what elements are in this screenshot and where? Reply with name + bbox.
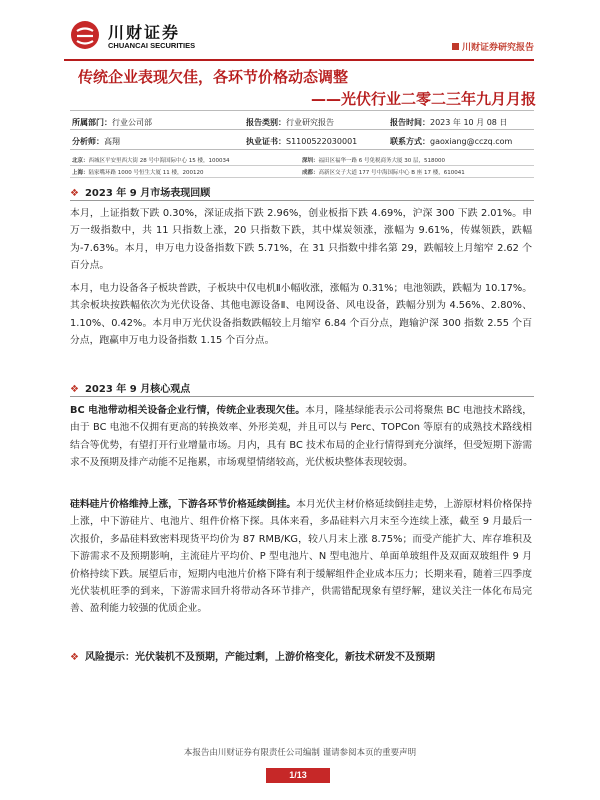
address-row-2	[70, 166, 534, 178]
address-row-1	[70, 154, 534, 166]
core-view-2-headline: 硅料硅片价格维持上涨，下游各环节价格延续倒挂。	[70, 499, 297, 510]
shanghai-address: 陆家嘴环路 1000 号恒生大厦 11 楼，200120	[88, 170, 204, 176]
beijing-address: 西城区平安里西大街 28 号中海国际中心 15 楼，100034	[88, 158, 230, 164]
info-row-2	[70, 130, 534, 150]
dept-label: 所属部门：	[72, 118, 112, 127]
report-subtitle: ——光伏行业二零二三年九月月报	[310, 90, 536, 108]
section-heading-core-views	[70, 380, 190, 395]
contact-label: 联系方式：	[390, 137, 430, 146]
chengdu-label: 成都：	[302, 170, 319, 176]
shenzhen-address: 福田区福华一路 6 号免税商务大厦 30 层，518000	[318, 158, 446, 164]
info-row-1	[70, 110, 534, 130]
company-logo	[64, 16, 244, 56]
page-number: 1/13	[266, 768, 330, 783]
analyst-value: 高翔	[104, 137, 120, 146]
dept-value: 行业公司部	[112, 118, 152, 127]
header-divider	[64, 59, 534, 61]
section2-divider	[70, 396, 534, 397]
report-info-table	[70, 110, 534, 150]
analyst-label: 分析师：	[72, 137, 104, 146]
risk-text: 光伏装机不及预期，产能过剩，上游价格变化，新技术研发不及预期	[134, 652, 435, 663]
logo-chinese-name: 川财证券	[108, 23, 181, 42]
market-review-paragraph-2: 本月，电力设备各子板块普跌，子板块中仅电机Ⅱ小幅收涨，涨幅为 0.31%；电池领跌，跌幅为 10.17%。其余板块按跌幅依次为光伏设备、其他电源设备Ⅱ、电网设备、风电设备，跌幅分别为 4.56%、2.80%、1.10%、0.42%。本月申万光伏设备指数跌幅较上月缩窄 6.84 个百分点，跑输沪深 300 指数 2.55 个百分点，跑赢申万电力设备指数 1.15 个百分点。	[70, 283, 532, 347]
diamond-bullet-icon: ❖	[70, 384, 79, 395]
core-view-paragraph-2	[70, 496, 532, 618]
core-view-1-headline: BC 电池带动相关设备企业行情，传统企业表现欠佳。	[70, 405, 306, 416]
risk-label: 风险提示：	[84, 652, 135, 663]
type-label: 报告类别：	[246, 118, 286, 127]
shenzhen-label: 深圳：	[302, 158, 319, 164]
section1-title: 2023 年 9 月市场表现回顾	[84, 188, 211, 199]
type-value: 行业研究报告	[286, 118, 334, 127]
cert-value: S1100522030001	[286, 137, 358, 146]
contact-email[interactable]: gaoxiang@cczq.com	[430, 137, 513, 146]
section2-title: 2023 年 9 月核心观点	[84, 384, 191, 395]
risk-warning	[70, 648, 534, 663]
time-value: 2023 年 10 月 08 日	[430, 118, 508, 127]
core-view-2-body: 本月光伏主材价格延续倒挂走势，上游原材料价格保持上涨，中下游硅片、电池片、组件价格下探。具体来看，多晶硅料六月末至今连续上涨，截至 9 月最后一次报价，多晶硅料致密料现货平均价为 87 RMB/KG，较八月末上涨 8.75%；而受产能扩大、库存堆积及下游需求不及预期影响，主流硅片平均价、P 型电池片、N 型电池片、单面单玻组件及双面双玻组件 9 月价格持续下跌。展望后市，短期内电池片价格下降有利于缓解组件企业成本压力；长期来看，随着三四季度光伏装机旺季的到来，下游需求回升将带动各环节排产，供需错配现象有望纾解，建议关注一体化布局完善、盈利能力较强的优质企业。	[70, 499, 533, 615]
logo-english-name: CHUANCAI SECURITIES	[108, 41, 196, 50]
cert-label: 执业证书：	[246, 137, 286, 146]
diamond-bullet-icon: ❖	[70, 652, 79, 663]
page-header	[64, 16, 534, 56]
shanghai-label: 上海：	[72, 170, 89, 176]
core-view-1-body: 本月，隆基绿能表示公司将聚焦 BC 电池技术路线，由于 BC 电池不仅拥有更高的转换效率、外形美观，并且可以与 Perc、TOPCon 等原有的成熟技术路线相结合等优势，有望打开行业增量市场。月内，具有 BC 技术布局的企业行情得到充分演绎，但受短期下游需求不及预期及排产动能不足拖累，市场观望情绪较高，光伏板块整体表现较弱。	[70, 405, 532, 469]
square-bullet-icon	[452, 43, 459, 50]
footer-disclaimer: 本报告由川财证券有限责任公司编制 谨请参阅本页的重要声明	[183, 748, 417, 758]
report-tag-label: 川财证券研究报告	[461, 43, 534, 53]
core-view-paragraph-1	[70, 402, 532, 472]
section1-divider	[70, 200, 534, 201]
section-heading-market-review	[70, 184, 210, 199]
time-label: 报告时间：	[390, 118, 430, 127]
beijing-label: 北京：	[72, 158, 89, 164]
market-review-paragraph-1: 本月，上证指数下跌 0.30%，深证成指下跌 2.96%，创业板指下跌 4.69%，沪深 300 下跌 2.01%。申万一级指数中，共 11 只指数上涨，20 只指数下跌，其中煤炭领涨，涨幅为 9.61%，传媒领跌，跌幅为-7.63%。本月，申万电力设备指数下跌 5.71%，在 31 只指数中排名第 29，跌幅较上月缩窄 2.62 个百分点。	[70, 208, 532, 272]
report-tag	[452, 40, 534, 53]
report-title: 传统企业表现欠佳，各环节价格动态调整	[78, 68, 349, 86]
logo-mark-icon	[70, 20, 100, 50]
diamond-bullet-icon: ❖	[70, 188, 79, 199]
chengdu-address: 高新区交子大道 177 号中海国际中心 B 座 17 楼，610041	[318, 170, 465, 176]
